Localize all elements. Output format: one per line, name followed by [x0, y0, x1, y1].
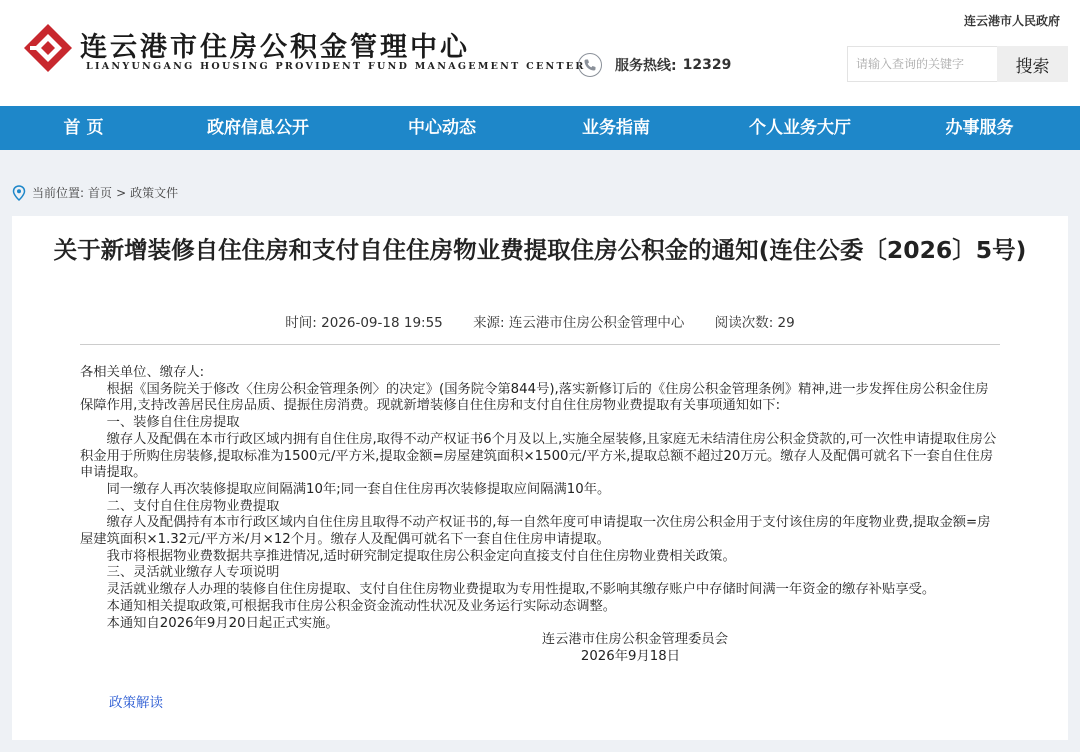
breadcrumb-prefix: 当前位置: — [32, 186, 85, 200]
breadcrumb — [12, 184, 182, 201]
breadcrumb-home[interactable]: 首页 — [88, 186, 113, 200]
paragraph: 本通知相关提取政策,可根据我市住房公积金资金流动性状况及业务运行实际动态调整。 — [106, 598, 617, 614]
site-subtitle: LIANYUNGANG HOUSING PROVIDENT FUND MANAGEMENT CENTER — [86, 61, 586, 72]
site-title[interactable]: 连云港市住房公积金管理中心 — [80, 32, 470, 63]
nav-item-guide[interactable]: 业务指南 — [582, 118, 650, 138]
paragraph: 缴存人及配偶在本市行政区域内拥有自住住房,取得不动产权证书6个月及以上,实施全屋装修,且家庭无未结清住房公积金贷款的,可一次性申请提取住房公积金用于所购住房装修,提取标准为1500元/平方米,提取金额=房屋建筑面积×1500元/平方米,提取总额不超过20万元。缴存人及配偶可就名下一套自住住房申请提取。 — [80, 431, 997, 481]
paragraph: 同一缴存人再次装修提取应间隔满10年;同一套自住住房再次装修提取应间隔满10年。 — [106, 481, 611, 497]
section-heading: 二、支付自住住房物业费提取 — [106, 498, 280, 514]
paragraph: 我市将根据物业费数据共享推进情况,适时研究制定提取住房公积金定向直接支付自住住房物业费相关政策。 — [106, 548, 736, 564]
section-heading: 三、灵活就业缴存人专项说明 — [106, 565, 280, 581]
paragraph: 根据《国务院关于修改〈住房公积金管理条例〉的决定》(国务院令第844号),落实新修订后的《住房公积金管理条例》精神,进一步发挥住房公积金住房保障作用,支持改善居民住房品质、提振住房消费。现就新增装修自住住房和支付自住住房物业费提取有关事项通知如下: — [80, 381, 989, 414]
location-pin-icon — [12, 185, 26, 201]
article-panel — [12, 216, 1068, 740]
paragraph: 缴存人及配偶持有本市行政区域内自住住房且取得不动产权证书的,每一自然年度可申请提取一次住房公积金用于支付该住房的年度物业费,提取金额=房屋建筑面积×1.32元/平方米/月×12个月。缴存人及配偶可就名下一套自住住房申请提取。 — [80, 515, 991, 548]
article-source: 来源: 连云港市住房公积金管理中心 — [473, 315, 685, 331]
article-meta — [12, 311, 1068, 331]
breadcrumb-separator: > — [116, 185, 127, 200]
breadcrumb-current[interactable]: 政策文件 — [130, 186, 179, 200]
hotline-label: 服务热线: — [615, 58, 677, 74]
nav-item-services[interactable]: 办事服务 — [945, 118, 1014, 138]
sign-date: 2026年9月18日 — [580, 648, 680, 664]
search-button[interactable]: 搜索 — [997, 46, 1068, 82]
phone-icon — [578, 53, 602, 77]
article-body — [80, 365, 1000, 666]
logo-icon[interactable] — [22, 22, 74, 74]
search-box — [847, 46, 1068, 82]
nav-item-gov-info[interactable]: 政府信息公开 — [207, 118, 309, 138]
hotline-number: 12329 — [682, 57, 732, 73]
policy-interpretation-link[interactable]: 政策解读 — [109, 695, 163, 711]
paragraph: 本通知自2026年9月20日起正式实施。 — [106, 615, 339, 631]
divider — [80, 344, 1000, 345]
nav-item-news[interactable]: 中心动态 — [408, 118, 476, 138]
hotline — [578, 53, 731, 77]
signer: 连云港市住房公积金管理委员会 — [541, 632, 728, 648]
article-title: 关于新增装修自住住房和支付自住住房物业费提取住房公积金的通知(连住公委〔2026〕5号) — [53, 236, 1027, 264]
gov-link[interactable]: 连云港市人民政府 — [963, 14, 1060, 28]
paragraph: 各相关单位、缴存人: — [80, 365, 205, 380]
nav-item-personal-hall[interactable]: 个人业务大厅 — [749, 118, 851, 138]
article-views: 阅读次数: 29 — [714, 315, 795, 331]
main-nav — [0, 106, 1080, 150]
article-time: 时间: 2026-09-18 19:55 — [285, 315, 443, 331]
section-heading: 一、装修自住住房提取 — [106, 415, 240, 431]
site-header — [0, 0, 1080, 106]
paragraph: 灵活就业缴存人办理的装修自住住房提取、支付自住住房物业费提取为专用性提取,不影响其缴存账户中存储时间满一年资金的缴存补贴享受。 — [106, 582, 936, 598]
nav-item-home[interactable]: 首 页 — [63, 118, 104, 138]
search-input[interactable] — [847, 46, 997, 82]
